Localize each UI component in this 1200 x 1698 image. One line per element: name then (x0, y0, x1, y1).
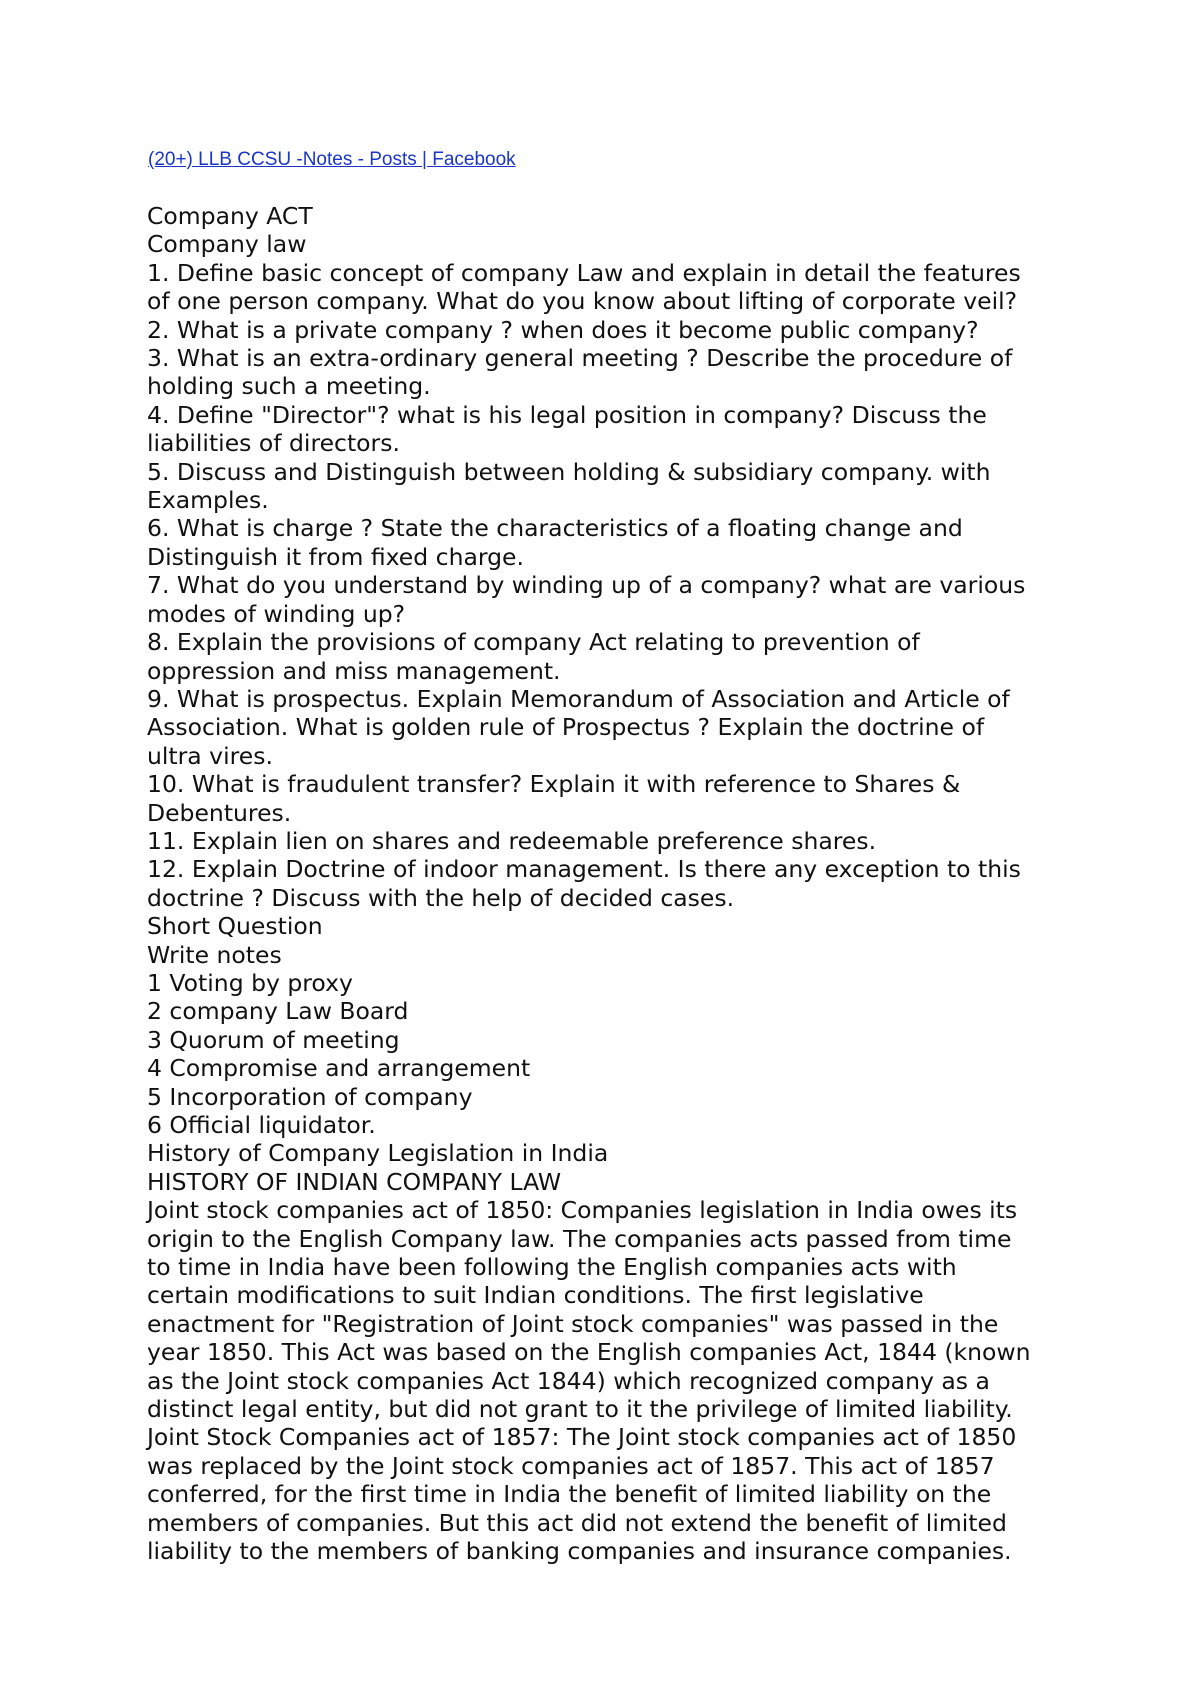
text-line: 4 Compromise and arrangement (147, 1054, 531, 1083)
text-line: 1 Voting by proxy (147, 968, 353, 997)
text-line: to time in India have been following the English companies acts with (147, 1253, 957, 1282)
text-line: as the Joint stock companies Act 1844) which recognized company as a (147, 1366, 990, 1395)
text-line: 10. What is fraudulent transfer? Explain it with reference to Shares & (147, 770, 961, 799)
text-line: Association. What is golden rule of Prospectus ? Explain the doctrine of (147, 713, 985, 742)
text-line: doctrine ? Discuss with the help of decided cases. (147, 883, 735, 912)
facebook-page-link[interactable]: (20+) LLB CCSU -Notes - Posts | Facebook (148, 149, 516, 170)
text-line: Write notes (147, 940, 282, 969)
text-line: 3 Quorum of meeting (147, 1025, 400, 1054)
text-line: ultra vires. (147, 741, 273, 770)
text-line: certain modifications to suit Indian conditions. The first legislative (147, 1281, 924, 1310)
text-line: Examples. (147, 486, 269, 515)
text-line: 11. Explain lien on shares and redeemable preference shares. (147, 826, 877, 855)
text-line: History of Company Legislation in India (147, 1139, 609, 1168)
text-line: Joint stock companies act of 1850: Companies legislation in India owes its (147, 1196, 1018, 1225)
text-line: oppression and miss management. (147, 656, 561, 685)
text-line: holding such a meeting. (147, 372, 431, 401)
text-line: 8. Explain the provisions of company Act relating to prevention of (147, 628, 920, 657)
text-line: enactment for "Registration of Joint stock companies" was passed in the (147, 1309, 999, 1338)
text-line: 9. What is prospectus. Explain Memorandum of Association and Article of (147, 684, 1010, 713)
text-line: year 1850. This Act was based on the English companies Act, 1844 (known (147, 1338, 1031, 1367)
text-line: Company law (147, 230, 307, 259)
text-line: conferred, for the first time in India the benefit of limited liability on the (147, 1480, 992, 1509)
text-line: distinct legal entity, but did not grant to it the privilege of limited liability. (147, 1395, 1013, 1424)
text-line: 1. Define basic concept of company Law and explain in detail the features (147, 258, 1021, 287)
text-line: 2. What is a private company ? when does it become public company? (147, 315, 979, 344)
text-line: was replaced by the Joint stock companies act of 1857. This act of 1857 (147, 1451, 995, 1480)
text-line: origin to the English Company law. The companies acts passed from time (147, 1224, 1012, 1253)
text-line: 7. What do you understand by winding up of a company? what are various (147, 571, 1026, 600)
text-line: 6 Official liquidator. (147, 1111, 376, 1139)
text-line: liabilities of directors. (147, 429, 400, 458)
text-line: 5. Discuss and Distinguish between holding & subsidiary company. with (147, 457, 991, 486)
text-line: 3. What is an extra-ordinary general meeting ? Describe the procedure of (147, 344, 1013, 373)
text-line: Short Question (147, 912, 323, 941)
text-line: Distinguish it from fixed charge. (147, 542, 524, 571)
text-line: Debentures. (147, 798, 292, 827)
text-line: Company ACT (147, 202, 313, 230)
text-line: Joint Stock Companies act of 1857: The Joint stock companies act of 1850 (147, 1423, 1017, 1452)
text-line: HISTORY OF INDIAN COMPANY LAW (147, 1167, 562, 1196)
text-line: 5 Incorporation of company (147, 1082, 473, 1111)
text-line: of one person company. What do you know about lifting of corporate veil? (147, 287, 1018, 316)
text-line: modes of winding up? (147, 599, 406, 628)
document-body (147, 202, 1087, 1566)
text-line: members of companies. But this act did not extend the benefit of limited (147, 1508, 1007, 1537)
text-line: 2 company Law Board (147, 997, 409, 1026)
text-line: 4. Define "Director"? what is his legal position in company? Discuss the (147, 400, 987, 429)
text-line: liability to the members of banking companies and insurance companies. (147, 1537, 1012, 1566)
text-line: 12. Explain Doctrine of indoor management. Is there any exception to this (147, 855, 1021, 884)
text-line: 6. What is charge ? State the characteristics of a floating change and (147, 514, 963, 543)
